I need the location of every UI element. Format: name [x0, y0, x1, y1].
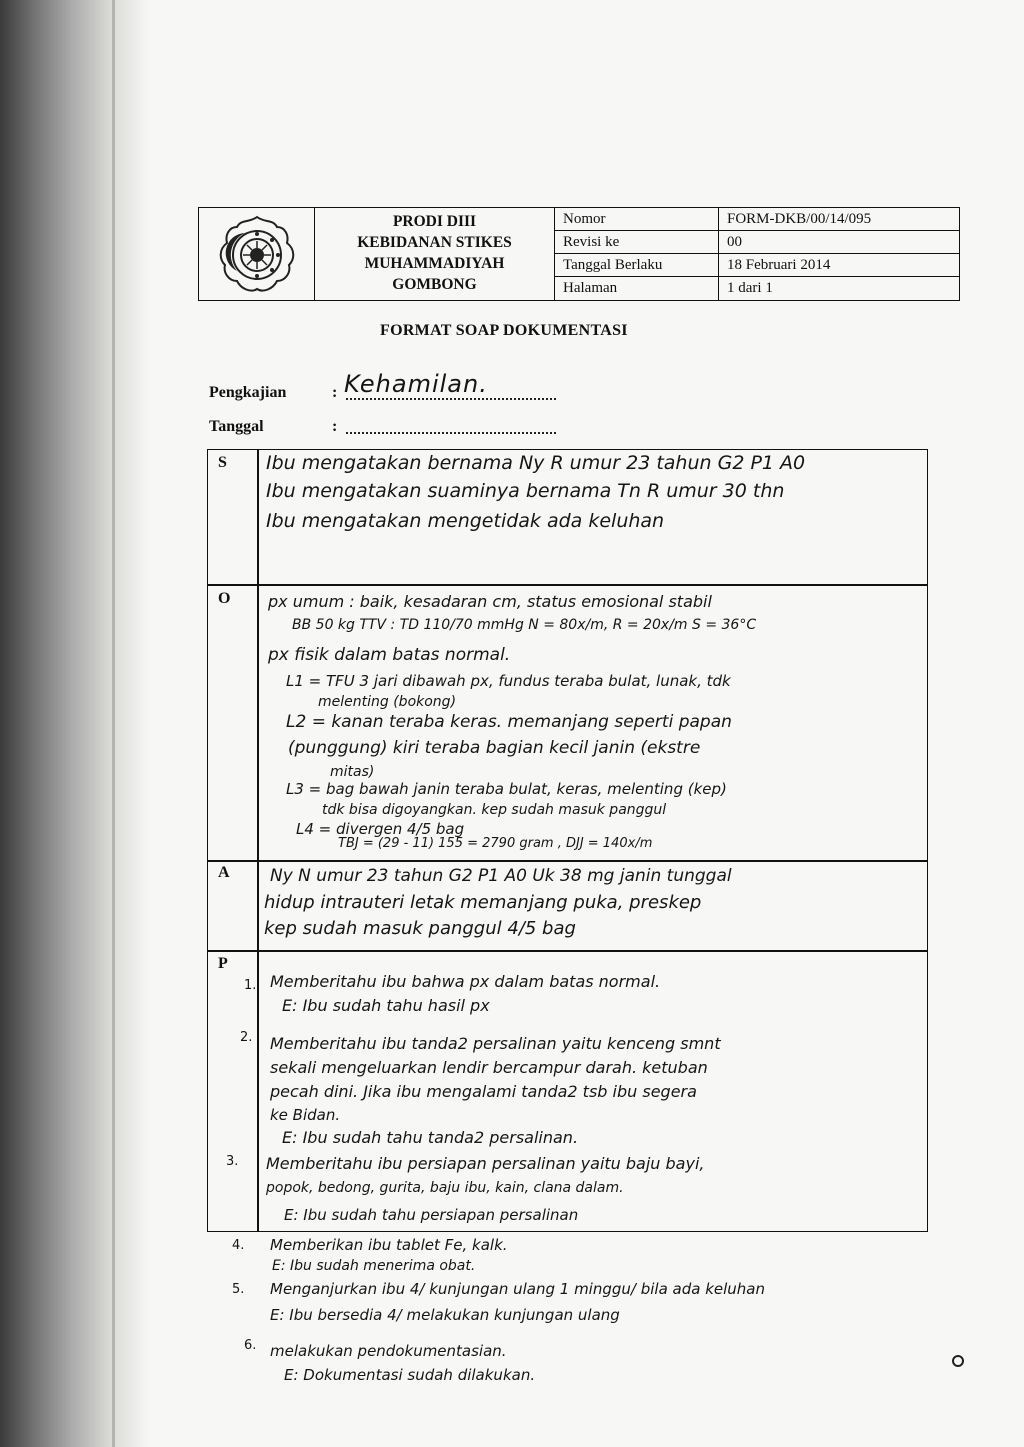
plan-number: 1.: [244, 978, 257, 993]
plan-line: melakukan pendokumentasian.: [270, 1342, 507, 1360]
objective-line: mitas): [330, 764, 375, 780]
plan-line: Memberitahu ibu bahwa px dalam batas normal.: [270, 972, 661, 991]
plan-line: Memberitahu ibu persiapan persalinan yaitu baju bayi,: [266, 1154, 705, 1173]
institution-name-cell: [315, 208, 555, 300]
plan-line: E: Ibu sudah menerima obat.: [272, 1258, 476, 1274]
logo-cell: [199, 208, 315, 300]
objective-line: L4 = divergen 4/5 bag: [296, 820, 465, 838]
soap-label-column-divider: [257, 450, 259, 1231]
objective-line: TBJ = (29 - 11) 155 = 2790 gram , DJJ = 140x/m: [338, 836, 653, 851]
objective-line: tdk bisa digoyangkan. kep sudah masuk panggul: [322, 802, 667, 818]
plan-number: 5.: [232, 1282, 245, 1297]
form-header-table: [198, 207, 960, 301]
objective-line: BB 50 kg TTV : TD 110/70 mmHg N = 80x/m, R = 20x/m S = 36°C: [292, 617, 757, 633]
plan-line: Memberikan ibu tablet Fe, kalk.: [270, 1236, 508, 1254]
objective-line: L3 = bag bawah janin teraba bulat, keras, melenting (kep): [286, 780, 727, 798]
soap-label-o: O: [218, 590, 231, 607]
document-meta-grid: [555, 208, 959, 300]
plan-line: Menganjurkan ibu 4/ kunjungan ulang 1 minggu/ bila ada keluhan: [270, 1280, 766, 1298]
assessment-line: hidup intrauteri letak memanjang puka, preskep: [264, 892, 702, 913]
plan-line: E: Ibu sudah tahu persiapan persalinan: [284, 1206, 579, 1224]
pengkajian-label: Pengkajian: [209, 384, 287, 401]
meta-key: Nomor: [555, 208, 719, 230]
objective-line: L1 = TFU 3 jari dibawah px, fundus teraba bulat, lunak, tdk: [286, 672, 731, 690]
plan-number: 2.: [240, 1030, 253, 1045]
pengkajian-colon: :: [332, 384, 338, 401]
meta-key: Tanggal Berlaku: [555, 254, 719, 276]
objective-line: L2 = kanan teraba keras. memanjang seperti papan: [286, 712, 732, 732]
plan-line: popok, bedong, gurita, baju ibu, kain, clana dalam.: [266, 1180, 624, 1196]
meta-row-tanggal-berlaku: [555, 254, 959, 277]
tanggal-dotted-line: [346, 420, 556, 434]
meta-value: 1 dari 1: [727, 280, 773, 296]
soap-row-divider: [208, 950, 927, 952]
soap-row-divider: [208, 584, 927, 586]
tanggal-label: Tanggal: [209, 418, 264, 435]
assessment-line: Ny N umur 23 tahun G2 P1 A0 Uk 38 mg janin tunggal: [270, 866, 732, 886]
plan-line: E: Ibu sudah tahu tanda2 persalinan.: [282, 1128, 579, 1147]
tanggal-colon: :: [332, 418, 338, 435]
meta-row-nomor: [555, 208, 959, 231]
meta-value: 00: [727, 234, 742, 250]
plan-line: ke Bidan.: [270, 1106, 341, 1124]
institution-line: PRODI DIII: [392, 213, 477, 230]
institution-line: MUHAMMADIYAH: [364, 255, 505, 272]
meta-value: FORM-DKB/00/14/095: [727, 211, 872, 227]
subjective-line: Ibu mengatakan bernama Ny R umur 23 tahun G2 P1 A0: [266, 452, 806, 474]
institution-line: GOMBONG: [392, 276, 477, 293]
objective-line: px umum : baik, kesadaran cm, status emosional stabil: [268, 592, 712, 611]
plan-line: E: Ibu bersedia 4/ melakukan kunjungan ulang: [270, 1306, 620, 1324]
soap-label-a: A: [218, 864, 230, 881]
plan-line: sekali mengeluarkan lendir bercampur darah. ketuban: [270, 1058, 708, 1077]
form-title: FORMAT SOAP DOKUMENTASI: [380, 322, 628, 339]
objective-line: px fisik dalam batas normal.: [268, 645, 511, 665]
subjective-line: Ibu mengatakan suaminya bernama Tn R umur 30 thn: [266, 480, 785, 502]
meta-value: 18 Februari 2014: [727, 257, 831, 273]
page-binding-shadow: [0, 0, 150, 1447]
plan-number: 4.: [232, 1238, 245, 1253]
assessment-line: kep sudah masuk panggul 4/5 bag: [264, 918, 576, 939]
plan-number: 3.: [226, 1154, 239, 1169]
ink-mark-icon: [952, 1355, 964, 1367]
page-binding-edge: [112, 0, 115, 1447]
soap-row-divider: [208, 860, 927, 862]
meta-row-revisi: [555, 231, 959, 254]
plan-line: pecah dini. Jika ibu mengalami tanda2 tsb ibu segera: [270, 1082, 697, 1101]
pengkajian-value: Kehamilan.: [344, 370, 488, 398]
soap-label-s: S: [218, 454, 227, 471]
meta-row-halaman: [555, 277, 959, 300]
institution-logo-icon: [215, 213, 299, 297]
soap-label-p: P: [218, 955, 228, 972]
plan-line: E: Dokumentasi sudah dilakukan.: [284, 1366, 536, 1384]
institution-line: KEBIDANAN STIKES: [357, 234, 512, 251]
objective-line: melenting (bokong): [318, 694, 457, 710]
plan-line: E: Ibu sudah tahu hasil px: [282, 996, 490, 1015]
plan-number: 6.: [244, 1338, 257, 1353]
meta-key: Revisi ke: [555, 231, 719, 253]
meta-key: Halaman: [555, 277, 719, 300]
objective-line: (punggung) kiri teraba bagian kecil janin (ekstre: [288, 738, 701, 758]
plan-line: Memberitahu ibu tanda2 persalinan yaitu kenceng smnt: [270, 1034, 721, 1053]
subjective-line: Ibu mengatakan mengetidak ada keluhan: [266, 510, 665, 532]
